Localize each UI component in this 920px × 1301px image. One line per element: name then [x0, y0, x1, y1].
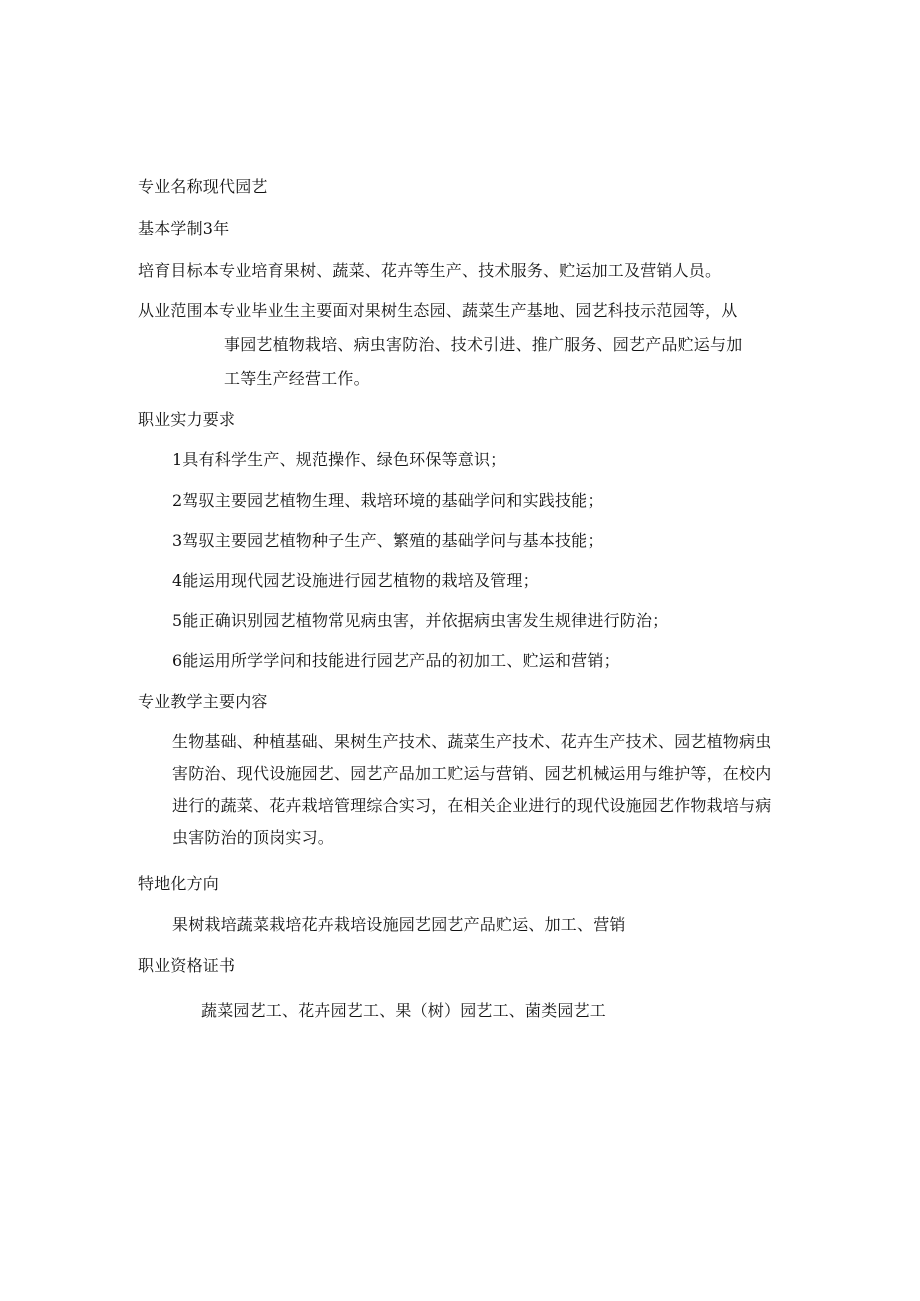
major-name: 专业名称现代园艺	[138, 177, 268, 196]
employment-scope-line-1: 从业范围本专业毕业生主要面对果树生态园、蔬菜生产基地、园艺科技示范园等，从	[138, 301, 738, 320]
teaching-content: 生物基础、种植基础、果树生产技术、蔬菜生产技术、花卉生产技术、园艺植物病虫害防治、现代设施园艺、园艺产品加工贮运与营销、园艺机械运用与维护等，在校内进行的蔬菜、花卉栽培管理综合实习，在相关企业进行的现代设施园艺作物栽培与病虫害防治的顶岗实习。	[172, 732, 772, 847]
competency-item-5: 5能正确识别园艺植物常见病虫害，并依据病虫害发生规律进行防治；	[172, 611, 669, 630]
competency-item-3: 3驾驭主要园艺植物种子生产、繁殖的基础学问与基本技能；	[172, 531, 604, 550]
specialization-heading: 特地化方向	[138, 874, 220, 893]
teaching-heading: 专业教学主要内容	[138, 692, 268, 711]
duration: 基本学制3年	[138, 219, 230, 238]
competency-item-2: 2驾驭主要园艺植物生理、栽培环境的基础学问和实践技能；	[172, 491, 604, 510]
certificates-heading: 职业资格证书	[138, 956, 236, 975]
competency-item-4: 4能运用现代园艺设施进行园艺植物的栽培及管理；	[172, 571, 539, 590]
competency-heading: 职业实力要求	[138, 410, 236, 429]
certificates-content: 蔬菜园艺工、花卉园艺工、果（树）园艺工、菌类园艺工	[201, 1001, 607, 1020]
competency-item-1: 1具有科学生产、规范操作、绿色环保等意识；	[172, 450, 507, 469]
specialization-content: 果树栽培蔬菜栽培花卉栽培设施园艺园艺产品贮运、加工、营销	[172, 915, 626, 934]
employment-scope-line-3: 工等生产经营工作。	[224, 369, 370, 388]
competency-item-6: 6能运用所学学问和技能进行园艺产品的初加工、贮运和营销；	[172, 651, 620, 670]
employment-scope-line-2: 事园艺植物栽培、病虫害防治、技术引进、推广服务、园艺产品贮运与加	[224, 335, 743, 354]
training-goal: 培育目标本专业培育果树、蔬菜、花卉等生产、技术服务、贮运加工及营销人员。	[138, 261, 722, 280]
